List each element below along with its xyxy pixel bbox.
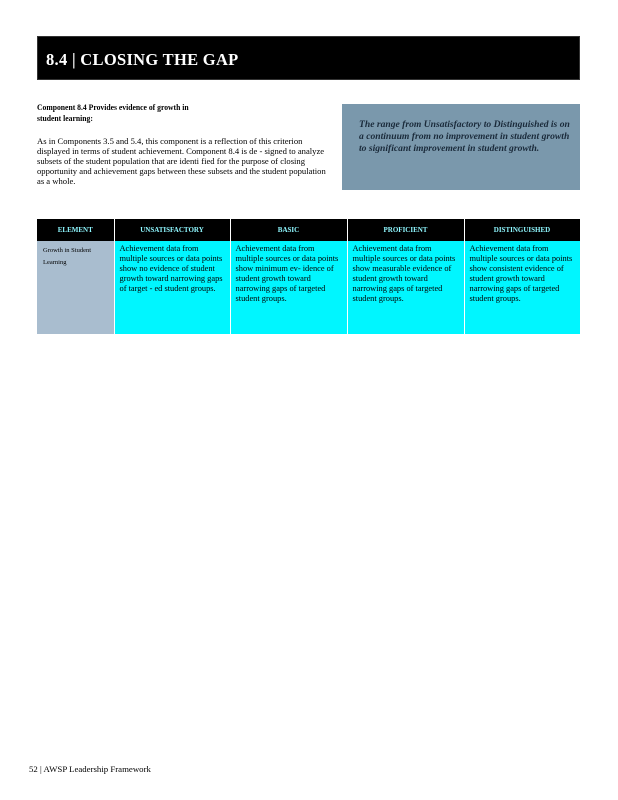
basic-cell: Achievement data from multiple sources or data points show minimum ev- idence of student growth toward narrowing gaps of targeted student groups. [230,241,347,334]
header-basic: BASIC [230,219,347,241]
continuum-callout [342,104,580,190]
header-proficient: PROFICIENT [347,219,464,241]
section-title: 8.4 | CLOSING THE GAP [46,50,239,69]
distinguished-cell: Achievement data from multiple sources or data points show consistent evidence of student growth toward narrowing gaps of targeted student groups. [464,241,580,334]
rubric-header-row [37,219,580,241]
intro-block [37,102,327,186]
rubric-table [37,219,581,334]
page-footer: 52 | AWSP Leadership Framework [29,764,151,774]
component-description: As in Components 3.5 and 5.4, this component is a reflection of this criterion displayed in terms of student achievement. Component 8.4 is de - signed to analyze subsets of the student population that are identi fied for the purpose of closing opportunity and achievement gaps between these subsets and the student population as a whole. [37,136,326,186]
header-distinguished: DISTINGUISHED [464,219,580,241]
table-row [37,241,580,334]
component-subhead: Component 8.4 Provides evidence of growth in student learning: [37,102,189,123]
section-header-bar [37,36,580,80]
element-cell: Growth in Student Learning [37,241,114,334]
unsatisfactory-cell: Achievement data from multiple sources or data points show no evidence of student growth toward narrowing gaps of target - ed student groups. [114,241,230,334]
header-element: ELEMENT [37,219,114,241]
header-unsatisfactory: UNSATISFACTORY [114,219,230,241]
proficient-cell: Achievement data from multiple sources or data points show measurable evidence of student growth toward narrowing gaps of targeted student groups. [347,241,464,334]
callout-text: The range from Unsatisfactory to Distinguished is on a continuum from no improvement in student growth to significant improvement in student growth. [359,119,570,154]
